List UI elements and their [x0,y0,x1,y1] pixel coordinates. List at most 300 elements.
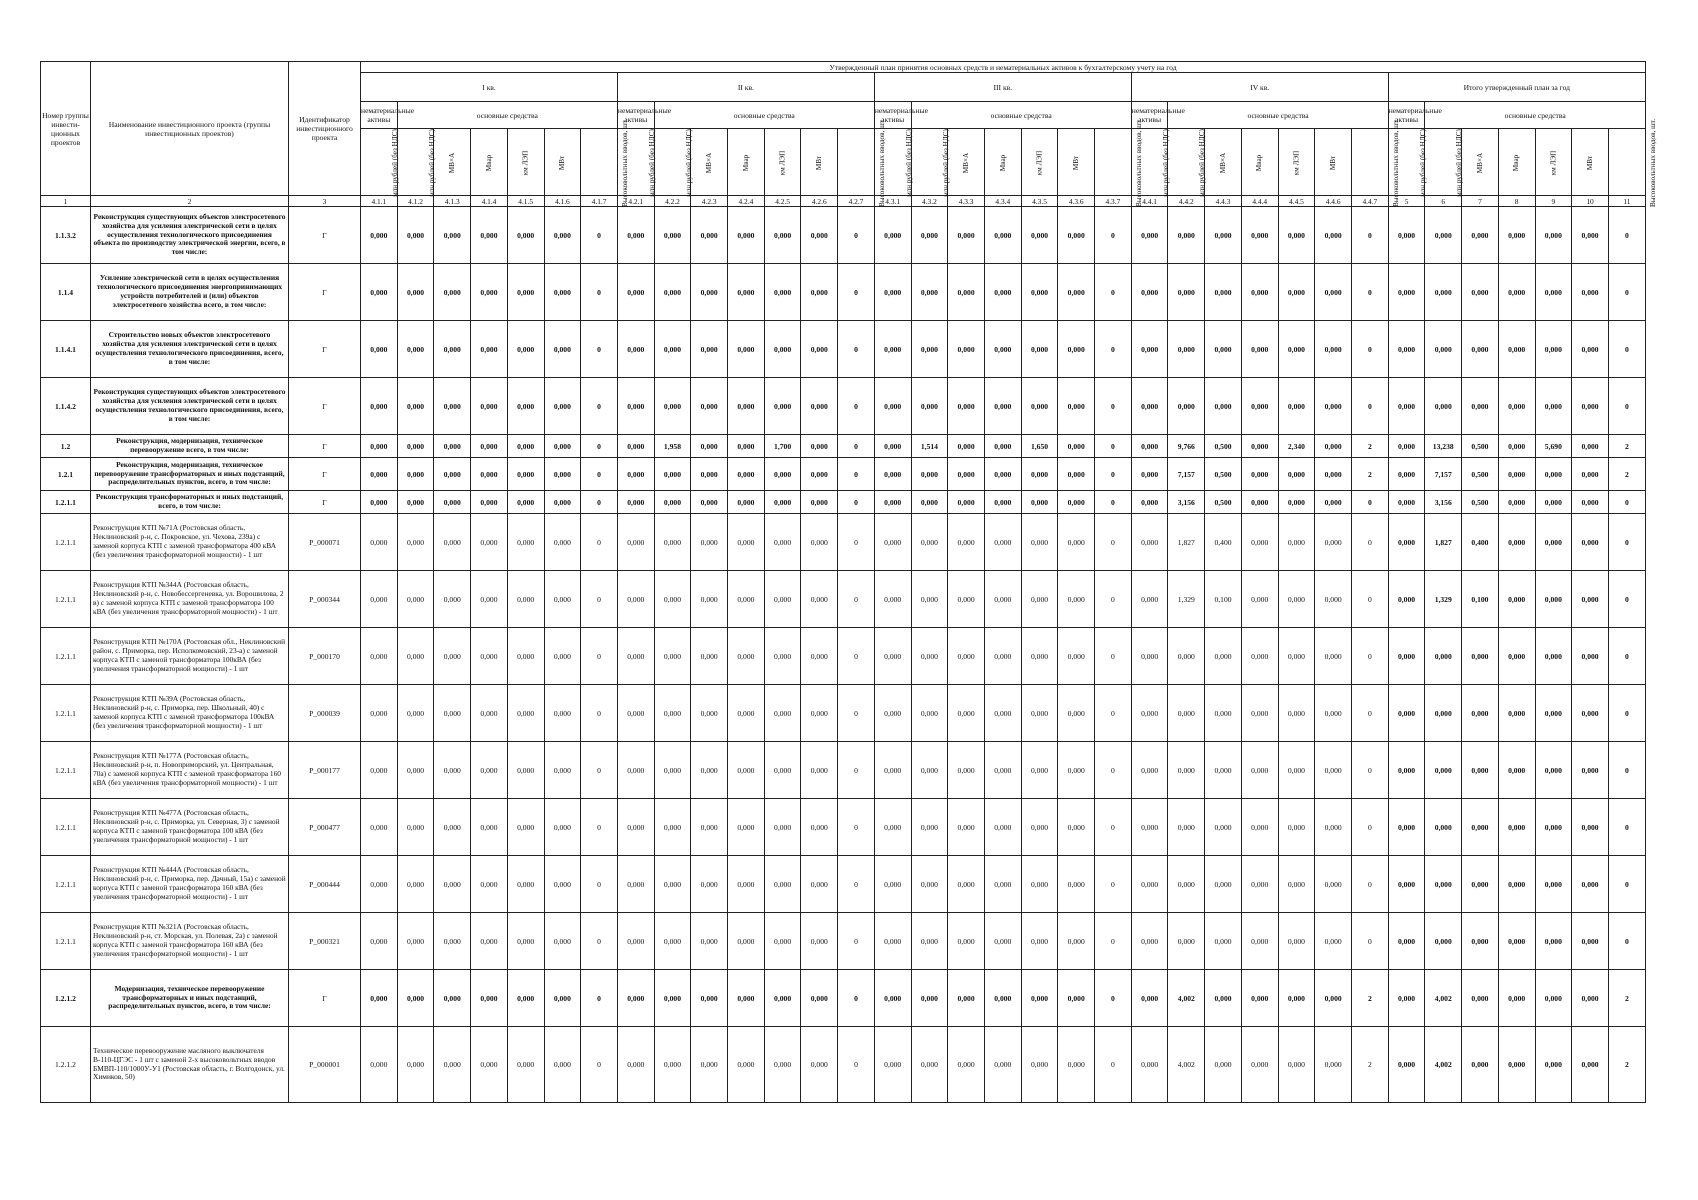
value-cell: 0,000 [507,491,544,514]
value-cell: 0,000 [874,207,911,264]
value-cell: 0,000 [1131,264,1168,321]
unit-label: млн рублей (без НДС) [941,128,950,197]
value-cell: 0,000 [1388,514,1425,571]
value-cell: 0,000 [984,799,1021,856]
value-cell: 0,000 [617,571,654,628]
row-project-id: Г [289,264,361,321]
value-cell: 0,000 [728,856,765,913]
value-cell: 0,000 [1241,207,1278,264]
value-cell: 0,000 [1205,913,1242,970]
value-cell: 0,000 [361,1027,398,1103]
value-cell: 0,000 [1278,913,1315,970]
column-number: 4.1.5 [507,196,544,207]
value-cell: 0,000 [1131,913,1168,970]
unit-label: км ЛЭП [1035,150,1044,175]
q2-unit-header [764,129,801,196]
value-cell: 0,000 [1241,1027,1278,1103]
row-project-id: Г [289,970,361,1027]
value-cell: 0,000 [728,514,765,571]
value-cell: 0,000 [397,571,434,628]
value-cell: 0,000 [397,321,434,378]
value-cell: 0 [1095,491,1132,514]
value-cell: 0 [838,856,875,913]
value-cell: 0,000 [1535,856,1572,913]
value-cell: 7,157 [1425,458,1462,491]
header-total: Итого утвержденный план за год [1388,73,1645,102]
q3-unit-header [1058,129,1095,196]
value-cell: 0 [1095,742,1132,799]
value-cell: 0,000 [654,264,691,321]
value-cell: 0,000 [1498,264,1535,321]
value-cell: 0 [581,514,618,571]
value-cell: 0,000 [984,571,1021,628]
value-cell: 0,000 [471,514,508,571]
value-cell: 0,000 [801,856,838,913]
value-cell: 0,000 [654,321,691,378]
table-row [41,913,1646,970]
value-cell: 0,000 [471,970,508,1027]
value-cell: 0 [1608,321,1645,378]
unit-label: км ЛЭП [778,150,787,175]
value-cell: 0,500 [1462,435,1499,458]
value-cell: 0,000 [397,491,434,514]
value-cell: 0,000 [911,321,948,378]
value-cell: 0,000 [1131,435,1168,458]
table-row [41,970,1646,1027]
value-cell: 0,000 [1021,685,1058,742]
column-number: 1 [41,196,91,207]
table-row [41,207,1646,264]
value-cell: 0,000 [1205,970,1242,1027]
value-cell: 0,000 [507,378,544,435]
value-cell: 0,000 [764,628,801,685]
value-cell: 0,000 [654,799,691,856]
value-cell: 0,000 [728,435,765,458]
value-cell: 0 [838,491,875,514]
value-cell: 0,000 [948,742,985,799]
value-cell: 0,000 [1278,742,1315,799]
value-cell: 0,000 [1425,321,1462,378]
value-cell: 0,000 [874,685,911,742]
value-cell: 0,000 [361,685,398,742]
value-cell: 0,000 [1388,264,1425,321]
value-cell: 0,000 [1388,628,1425,685]
row-project-name: Реконструкция, модернизация, техническое перевооружение всего, в том числе: [91,435,289,458]
value-cell: 0,000 [764,970,801,1027]
column-number: 4.2.7 [838,196,875,207]
value-cell: 0 [1095,458,1132,491]
value-cell: 0,000 [1572,207,1609,264]
column-number: 4.2.5 [764,196,801,207]
value-cell: 0,000 [1021,458,1058,491]
value-cell: 0,000 [1572,435,1609,458]
value-cell: 0 [838,1027,875,1103]
value-cell: 0,000 [471,458,508,491]
value-cell: 1,827 [1168,514,1205,571]
column-number: 11 [1608,196,1645,207]
value-cell: 0 [1608,685,1645,742]
value-cell: 0,000 [728,491,765,514]
value-cell: 0,000 [434,970,471,1027]
value-cell: 0,000 [874,321,911,378]
value-cell: 0,000 [1278,491,1315,514]
header-quarter-1: I кв. [361,73,618,102]
value-cell: 0,000 [1168,913,1205,970]
value-cell: 0,000 [1388,856,1425,913]
value-cell: 0,000 [1021,970,1058,1027]
value-cell: 4,002 [1425,970,1462,1027]
value-cell: 0,000 [984,856,1021,913]
value-cell: 0 [581,571,618,628]
q1-fixed-assets-header: основные средства [397,102,617,129]
value-cell: 0,000 [728,1027,765,1103]
q1-intangible-header: нематериальные активы [361,102,398,129]
value-cell: 0,000 [691,458,728,491]
value-cell: 0,000 [1021,913,1058,970]
value-cell: 0,000 [1315,970,1352,1027]
value-cell: 0,400 [1462,514,1499,571]
value-cell: 0,000 [1315,491,1352,514]
value-cell: 0,000 [1131,458,1168,491]
value-cell: 0,000 [984,264,1021,321]
value-cell: 0 [1351,491,1388,514]
value-cell: 0,000 [948,970,985,1027]
table-row [41,799,1646,856]
value-cell: 0,000 [984,378,1021,435]
value-cell: 0 [581,435,618,458]
value-cell: 0,000 [654,458,691,491]
value-cell: 0,000 [728,913,765,970]
value-cell: 0,000 [507,264,544,321]
value-cell: 0,000 [691,378,728,435]
value-cell: 0,000 [1462,628,1499,685]
value-cell: 0,000 [361,207,398,264]
value-cell: 0,000 [1205,378,1242,435]
value-cell: 0,000 [617,628,654,685]
unit-label: Мвар [1512,154,1521,171]
value-cell: 0,000 [874,628,911,685]
value-cell: 0,000 [764,514,801,571]
row-group-number: 1.2.1 [41,458,91,491]
value-cell: 0,000 [507,970,544,1027]
value-cell: 0,000 [874,799,911,856]
value-cell: 0,000 [1535,685,1572,742]
value-cell: 0,000 [948,264,985,321]
value-cell: 0,000 [801,458,838,491]
value-cell: 0,000 [1388,458,1425,491]
unit-label: Мвар [741,154,750,171]
value-cell: 0,000 [1535,913,1572,970]
value-cell: 0,000 [874,435,911,458]
value-cell: 0,000 [1572,628,1609,685]
value-cell: 0,000 [617,491,654,514]
header-project-name: Наименование инвестиционного проекта (группы инвестиционных проектов) [91,62,289,196]
q3-unit-header [948,129,985,196]
value-cell: 0,000 [1498,799,1535,856]
value-cell: 0,000 [1278,264,1315,321]
unit-label: МВт [1586,155,1595,170]
value-cell: 0,000 [1205,856,1242,913]
value-cell: 0,000 [471,685,508,742]
value-cell: 0,000 [361,321,398,378]
value-cell: 0,000 [1131,856,1168,913]
value-cell: 0,000 [1241,514,1278,571]
value-cell: 0,000 [434,207,471,264]
value-cell: 0 [1351,685,1388,742]
unit-label: МВ×А [1219,152,1228,173]
value-cell: 0,000 [1498,378,1535,435]
header-project-id: Идентификатор инвестиционного проекта [289,62,361,196]
value-cell: 3,156 [1425,491,1462,514]
value-cell: 0,000 [1021,264,1058,321]
row-project-id: P_000477 [289,799,361,856]
value-cell: 0,000 [874,970,911,1027]
value-cell: 0,000 [1388,435,1425,458]
value-cell: 0,000 [654,207,691,264]
value-cell: 0,000 [764,913,801,970]
value-cell: 0,000 [1168,799,1205,856]
value-cell: 0,000 [1168,856,1205,913]
value-cell: 0 [1095,856,1132,913]
row-project-name: Техническое перевооружение масляного выключателя В-110-ЦГЭС - 1 шт с заменой 2-х высоковольтных вводов БМВП-110/1000У-У1 (Ростовская область, г. Волгодонск, ул. Химиков, 50) [91,1027,289,1103]
value-cell: 0,000 [434,628,471,685]
value-cell: 0,000 [1462,321,1499,378]
value-cell: 0,000 [1572,321,1609,378]
value-cell: 0,000 [434,685,471,742]
value-cell: 0,000 [874,571,911,628]
value-cell: 0,000 [1388,571,1425,628]
value-cell: 0,000 [1462,856,1499,913]
value-cell: 0,000 [801,207,838,264]
value-cell: 0,000 [397,856,434,913]
q1-unit-header [397,129,434,196]
value-cell: 0,000 [1462,742,1499,799]
column-number: 4.2.2 [654,196,691,207]
value-cell: 1,329 [1425,571,1462,628]
value-cell: 0,000 [1425,685,1462,742]
value-cell: 0,000 [1241,571,1278,628]
q4-fixed-assets-header: основные средства [1168,102,1388,129]
value-cell: 0,000 [1168,207,1205,264]
column-number: 7 [1462,196,1499,207]
value-cell: 0 [1608,628,1645,685]
value-cell: 0,000 [948,321,985,378]
value-cell: 0,000 [361,856,398,913]
row-project-name: Реконструкция, модернизация, техническое перевооружение трансформаторных и иных подстанций, распределительных пунктов, всего, в том числе: [91,458,289,491]
value-cell: 0,000 [691,799,728,856]
value-cell: 0,000 [397,1027,434,1103]
value-cell: 0,000 [1535,742,1572,799]
row-group-number: 1.2.1.1 [41,913,91,970]
column-number: 4.3.3 [948,196,985,207]
unit-label: млн рублей (без НДС) [427,128,436,197]
column-number: 6 [1425,196,1462,207]
value-cell: 0,000 [434,491,471,514]
value-cell: 0,000 [544,799,581,856]
unit-label: млн рублей (без НДС) [1418,128,1427,197]
value-cell: 0,000 [1572,685,1609,742]
value-cell: 0,000 [1131,321,1168,378]
value-cell: 0,000 [1462,685,1499,742]
column-number: 4.4.2 [1168,196,1205,207]
value-cell: 0,000 [1315,321,1352,378]
unit-label: млн рублей (без НДС) [904,128,913,197]
value-cell: 0,000 [507,514,544,571]
value-cell: 0 [1351,742,1388,799]
value-cell: 0,000 [1425,628,1462,685]
value-cell: 0,000 [1131,970,1168,1027]
value-cell: 0,000 [948,1027,985,1103]
value-cell: 0,000 [1168,321,1205,378]
q4-unit-header [1205,129,1242,196]
value-cell: 0,000 [1058,435,1095,458]
value-cell: 0,000 [1388,1027,1425,1103]
value-cell: 0,000 [1205,628,1242,685]
value-cell: 0,000 [728,628,765,685]
value-cell: 0,000 [1278,207,1315,264]
unit-label: Высоковольтных вводов, шт. [878,118,887,207]
value-cell: 0,000 [654,378,691,435]
value-cell: 0 [581,264,618,321]
value-cell: 0 [1095,1027,1132,1103]
value-cell: 0,000 [764,321,801,378]
unit-label: млн рублей (без НДС) [390,128,399,197]
value-cell: 0,000 [911,799,948,856]
value-cell: 0,000 [764,491,801,514]
value-cell: 0,000 [544,321,581,378]
column-number: 4.3.4 [984,196,1021,207]
unit-label: МВт [815,155,824,170]
value-cell: 0,000 [911,491,948,514]
table-row [41,321,1646,378]
column-number: 4.4.5 [1278,196,1315,207]
column-number: 2 [91,196,289,207]
value-cell: 0,000 [1241,458,1278,491]
value-cell: 0,000 [397,685,434,742]
value-cell: 0,000 [1572,458,1609,491]
value-cell: 0,000 [1315,1027,1352,1103]
value-cell: 0,000 [801,491,838,514]
value-cell: 0,000 [544,378,581,435]
value-cell: 0 [1608,571,1645,628]
row-project-id: P_000039 [289,685,361,742]
row-group-number: 1.2.1.1 [41,571,91,628]
value-cell: 0,000 [361,458,398,491]
value-cell: 0,000 [801,742,838,799]
value-cell: 0 [1608,514,1645,571]
value-cell: 0,000 [1205,742,1242,799]
value-cell: 0,000 [801,264,838,321]
q2-unit-header [801,129,838,196]
value-cell: 0 [581,458,618,491]
q2-unit-header [691,129,728,196]
value-cell: 0,000 [1205,321,1242,378]
value-cell: 0,000 [1131,514,1168,571]
row-project-name: Реконструкция трансформаторных и иных подстанций, всего, в том числе: [91,491,289,514]
value-cell: 0,000 [1168,742,1205,799]
value-cell: 0,000 [1131,628,1168,685]
q1-unit-header [471,129,508,196]
value-cell: 0,000 [1315,799,1352,856]
value-cell: 0,000 [948,571,985,628]
value-cell: 0,000 [1572,514,1609,571]
value-cell: 0,000 [654,571,691,628]
value-cell: 0,000 [691,742,728,799]
column-number: 4.1.7 [581,196,618,207]
q1-unit-header [507,129,544,196]
value-cell: 0 [1351,514,1388,571]
value-cell: 0 [1095,378,1132,435]
value-cell: 0,000 [1498,207,1535,264]
value-cell: 0,000 [1315,514,1352,571]
total-unit-header [1535,129,1572,196]
value-cell: 0,000 [874,514,911,571]
column-number: 4.1.4 [471,196,508,207]
table-row [41,435,1646,458]
value-cell: 0,000 [874,1027,911,1103]
value-cell: 0 [838,458,875,491]
value-cell: 0,000 [654,491,691,514]
value-cell: 0,000 [948,913,985,970]
value-cell: 0,000 [1241,264,1278,321]
row-group-number: 1.2.1.1 [41,799,91,856]
value-cell: 0,000 [1572,856,1609,913]
value-cell: 0,000 [691,491,728,514]
value-cell: 0,000 [728,378,765,435]
value-cell: 0,000 [397,799,434,856]
row-project-name: Реконструкция КТП №39А (Ростовская область, Неклиновский р-н, с. Приморка, пер. Школьный, 40) с заменой корпуса КТП с заменой трансформатора 100кВА (без увеличения трансформаторной мощности) - 1 шт [91,685,289,742]
row-project-id: Г [289,321,361,378]
value-cell: 0,000 [1241,799,1278,856]
value-cell: 0,000 [1388,491,1425,514]
row-group-number: 1.2.1.1 [41,685,91,742]
value-cell: 0,000 [361,491,398,514]
value-cell: 0,000 [1425,742,1462,799]
value-cell: 0,000 [1498,321,1535,378]
value-cell: 0,000 [1535,799,1572,856]
value-cell: 0,000 [471,264,508,321]
value-cell: 0,000 [1425,264,1462,321]
value-cell: 0,000 [361,571,398,628]
row-group-number: 1.1.4.1 [41,321,91,378]
value-cell: 0,000 [1058,321,1095,378]
q1-unit-header [361,129,398,196]
value-cell: 0,000 [984,491,1021,514]
value-cell: 0,000 [764,264,801,321]
value-cell: 1,329 [1168,571,1205,628]
value-cell: 0,000 [1021,207,1058,264]
value-cell: 0 [1095,970,1132,1027]
value-cell: 0,000 [434,264,471,321]
value-cell: 0,000 [1315,742,1352,799]
value-cell: 0,000 [397,378,434,435]
value-cell: 0 [838,799,875,856]
value-cell: 0,000 [691,264,728,321]
value-cell: 0,000 [434,799,471,856]
table-row [41,628,1646,685]
value-cell: 0,000 [1278,856,1315,913]
value-cell: 0,000 [1058,913,1095,970]
value-cell: 0,000 [1425,856,1462,913]
value-cell: 0 [838,514,875,571]
value-cell: 0,000 [617,913,654,970]
unit-label: км ЛЭП [521,150,530,175]
value-cell: 2 [1608,435,1645,458]
row-project-name: Реконструкция КТП №170А (Ростовская обл., Неклиновский район, с. Приморка, пер. Исполкомовский, 23-а) с заменой корпуса КТП с заменой трансформатора 100кВА (без увеличения трансформаторной мощности) - 1 шт [91,628,289,685]
value-cell: 0,000 [471,207,508,264]
value-cell: 0 [581,207,618,264]
value-cell: 0,000 [911,207,948,264]
